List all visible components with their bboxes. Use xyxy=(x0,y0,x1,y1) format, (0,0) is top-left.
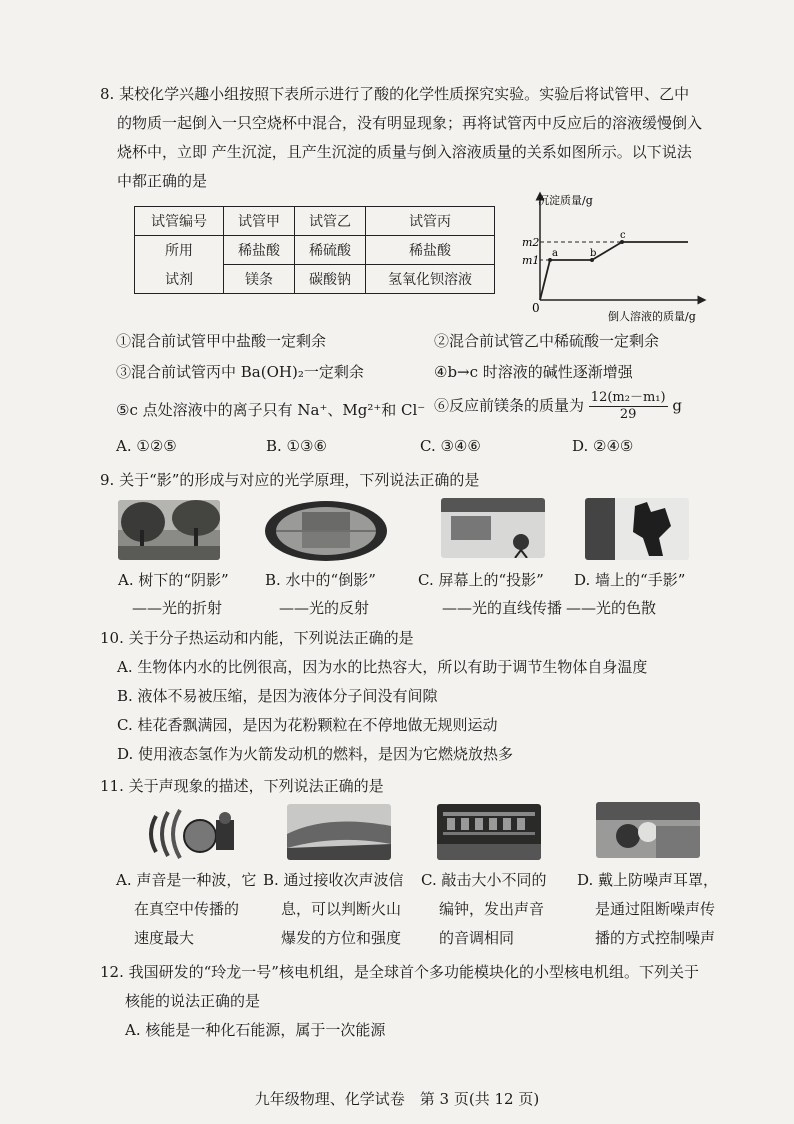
m1-label: m1 xyxy=(522,254,540,267)
table-cell: 稀硫酸 xyxy=(295,236,366,265)
table-cell: 试剂 xyxy=(135,265,224,294)
q10-stem: 10. 关于分子热运动和内能，下列说法正确的是 xyxy=(100,629,414,647)
q9-option-d-line-2: ——光的色散 xyxy=(566,599,657,617)
q10-option-c[interactable]: C. 桂花香飘满园，是因为花粉颗粒在不停地做无规则运动 xyxy=(117,716,498,734)
q11-option-a[interactable] xyxy=(116,866,256,953)
table-cell: 试管丙 xyxy=(366,207,495,236)
q11-option-b-line-3: 爆发的方位和强度 xyxy=(281,929,402,947)
statement-1: ①混合前试管甲中盐酸一定剩余 xyxy=(116,332,327,350)
statement-3: ③混合前试管丙中 Ba(OH)₂一定剩余 xyxy=(116,363,364,381)
q12-line-1: 12. 我国研发的“玲龙一号”核电机组，是全球首个多功能模块化的小型核电机组。下列关于 xyxy=(100,963,699,981)
q12-line-2: 核能的说法正确的是 xyxy=(125,992,261,1010)
table-cell: 氢氧化钡溶液 xyxy=(366,265,495,294)
table-cell: 稀盐酸 xyxy=(366,236,495,265)
sound-wave-drum-image xyxy=(128,806,238,862)
q10-option-a[interactable]: A. 生物体内水的比例很高，因为水的比热容大，所以有助于调节生物体自身温度 xyxy=(117,658,648,676)
q9-option-d[interactable] xyxy=(566,566,686,622)
q12-option-a[interactable]: A. 核能是一种化石能源，属于一次能源 xyxy=(125,1021,386,1039)
reagent-table xyxy=(134,206,495,294)
statement-6-text: ⑥反应前镁条的质量为 xyxy=(434,396,585,415)
table-cell: 稀盐酸 xyxy=(224,236,295,265)
choice-c[interactable]: C. ③④⑥ xyxy=(420,437,481,455)
table-cell: 镁条 xyxy=(224,265,295,294)
q10-option-d[interactable]: D. 使用液态氢作为火箭发动机的燃料，是因为它燃烧放热多 xyxy=(117,745,514,763)
q11-option-c-line-2: 编钟，发出声音 xyxy=(439,900,545,918)
statement-5: ⑤c 点处溶液中的离子只有 Na⁺、Mg²⁺和 Cl⁻ xyxy=(116,401,426,419)
point-b-label: b xyxy=(590,248,597,259)
q11-option-d[interactable] xyxy=(577,866,718,953)
choice-b[interactable]: B. ①③⑥ xyxy=(266,437,327,455)
table-cell: 试管编号 xyxy=(135,207,224,236)
q11-stem-text: 11. 关于声现象的描述，下列说法正确的是 xyxy=(100,777,384,795)
q9-option-c[interactable] xyxy=(418,566,562,622)
q11-option-a-line-1: A. 声音是一种波，它 xyxy=(116,871,257,889)
q9-option-a-line-2: ——光的折射 xyxy=(132,599,223,617)
reflection-image xyxy=(264,500,388,562)
q9-stem-text: 9. 关于“影”的形成与对应的光学原理，下列说法正确的是 xyxy=(100,471,480,489)
table-header-row xyxy=(135,207,495,236)
q8-line-2: 的物质一起倒入一只空烧杯中混合，没有明显现象；再将试管丙中反应后的溶液缓慢倒入 xyxy=(117,114,703,132)
table-cell: 试管甲 xyxy=(224,207,295,236)
q11-option-c-line-1: C. 敲击大小不同的 xyxy=(421,871,547,889)
hand-shadow-image xyxy=(585,498,689,560)
q11-option-a-line-2: 在真空中传播的 xyxy=(134,900,240,918)
fraction-denominator: 29 xyxy=(619,407,637,422)
y-axis-label: 沉淀质量/g xyxy=(538,194,593,207)
question-10 xyxy=(100,624,740,769)
q11-option-c-line-3: 的音调相同 xyxy=(439,929,515,947)
projection-image xyxy=(441,498,545,558)
q11-option-b-line-2: 息，可以判断火山 xyxy=(281,900,402,918)
table-row xyxy=(135,236,495,265)
chime-bells-image xyxy=(437,804,541,860)
q9-stem xyxy=(100,466,740,495)
table-row xyxy=(135,265,495,294)
q8-line-1: 8. 某校化学兴趣小组按照下表所示进行了酸的化学性质探究实验。实验后将试管甲、乙中 xyxy=(100,85,690,103)
precipitate-curve xyxy=(540,242,688,300)
statement-6 xyxy=(434,390,682,423)
choice-d[interactable]: D. ②④⑤ xyxy=(572,437,634,455)
volcano-image xyxy=(287,804,391,860)
statement-2: ②混合前试管乙中稀硫酸一定剩余 xyxy=(434,332,660,350)
q11-option-d-line-1: D. 戴上防噪声耳罩， xyxy=(577,871,719,889)
q9-option-b-line-2: ——光的反射 xyxy=(279,599,370,617)
mass-fraction xyxy=(589,390,668,423)
earmuff-image xyxy=(596,802,700,858)
q11-option-b[interactable] xyxy=(263,866,404,953)
choice-a[interactable]: A. ①②⑤ xyxy=(116,437,177,455)
question-8 xyxy=(100,80,740,196)
fraction-numerator: 12(m₂－m₁) xyxy=(590,390,666,405)
q11-option-c[interactable] xyxy=(421,866,546,953)
tree-shadow-image xyxy=(118,500,220,560)
question-12 xyxy=(100,958,740,1045)
table-cell: 碳酸钠 xyxy=(295,265,366,294)
q11-stem xyxy=(100,772,740,801)
q8-line-3: 烧杯中，立即 产生沉淀，且产生沉淀的质量与倒入溶液质量的关系如图所示。以下说法 xyxy=(117,143,692,161)
q11-option-a-line-3: 速度最大 xyxy=(134,929,195,947)
q9-option-b[interactable] xyxy=(265,566,376,622)
q9-option-b-line-1: B. 水中的“倒影” xyxy=(265,571,376,589)
q11-option-d-line-2: 是通过阻断噪声传 xyxy=(595,900,716,918)
q8-line-4: 中都正确的是 xyxy=(117,172,208,190)
statement-6-unit: g xyxy=(672,396,682,415)
precipitate-graph xyxy=(510,188,710,328)
origin-label: 0 xyxy=(532,301,540,315)
m2-label: m2 xyxy=(522,236,540,249)
x-axis-label: 倒人溶液的质量/g xyxy=(608,310,696,323)
q11-option-d-line-3: 播的方式控制噪声 xyxy=(595,929,716,947)
q9-option-c-line-1: C. 屏幕上的“投影” xyxy=(418,571,544,589)
q10-option-b[interactable]: B. 液体不易被压缩，是因为液体分子间没有间隙 xyxy=(117,687,438,705)
table-cell: 所用 xyxy=(135,236,224,265)
table-cell: 试管乙 xyxy=(295,207,366,236)
point-c-label: c xyxy=(620,230,626,241)
page-footer: 九年级物理、化学试卷 第 3 页(共 12 页) xyxy=(254,1090,540,1108)
q9-option-d-line-1: D. 墙上的“手影” xyxy=(574,571,686,589)
point-a-label: a xyxy=(552,248,558,259)
q9-option-a[interactable] xyxy=(118,566,229,622)
statement-4: ④b→c 时溶液的碱性逐渐增强 xyxy=(434,363,633,381)
q9-option-a-line-1: A. 树下的“阴影” xyxy=(118,571,229,589)
q11-option-b-line-1: B. 通过接收次声波信 xyxy=(263,871,404,889)
q9-option-c-line-2: ——光的直线传播 xyxy=(442,599,563,617)
